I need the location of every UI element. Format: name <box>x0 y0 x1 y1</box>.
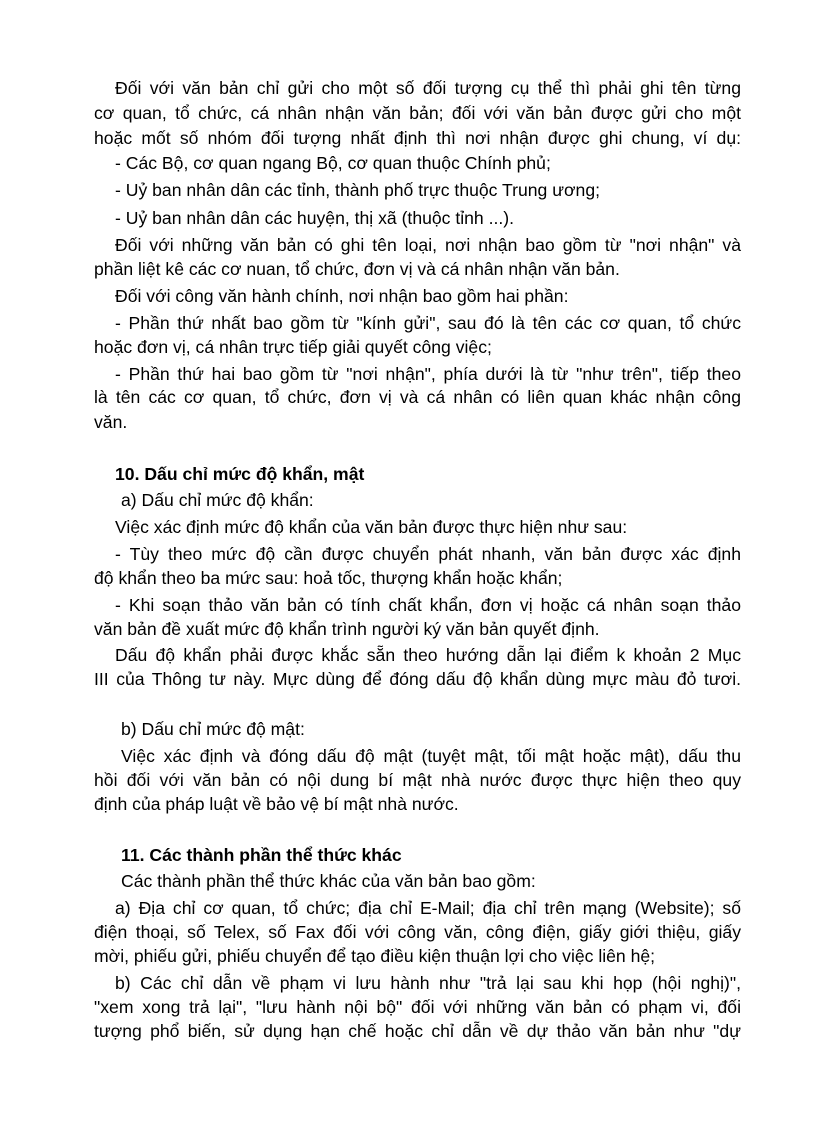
text-line: - Các Bộ, cơ quan ngang Bộ, cơ quan thuộc Chính phủ; <box>115 153 551 173</box>
text-line: - Khi soạn thảo văn bản có tính chất khẩn, đơn vị hoặc cá nhân soạn thảo <box>115 595 741 615</box>
text-line: độ khẩn theo ba mức sau: hoả tốc, thượng khẩn hoặc khẩn; <box>94 568 563 588</box>
text-line: Các thành phần thể thức khác của văn bản bao gồm: <box>121 871 536 891</box>
section-heading: 10. Dấu chỉ mức độ khẩn, mật <box>115 464 365 484</box>
section-heading: 11. Các thành phần thể thức khác <box>121 845 402 865</box>
text-line: b) Các chỉ dẫn về phạm vi lưu hành như "trả lại sau khi họp (hội nghị)", <box>115 973 741 993</box>
text-line: văn. <box>94 412 128 432</box>
text-line: III của Thông tư này. Mực dùng để đóng dấu độ khẩn dùng mực màu đỏ tươi. <box>94 669 741 689</box>
text-line: a) Địa chỉ cơ quan, tổ chức; địa chỉ E-Mail; địa chỉ trên mạng (Website); số <box>115 898 741 918</box>
text-line: - Phần thứ hai bao gồm từ "nơi nhận", phía dưới là từ "như trên", tiếp theo <box>115 364 741 384</box>
text-line: a) Dấu chỉ mức độ khẩn: <box>121 490 314 510</box>
text-line: điện thoại, số Telex, số Fax đối với công văn, công điện, giấy giới thiệu, giấy <box>94 922 741 942</box>
text-line: Đối với văn bản chỉ gửi cho một số đối tượng cụ thể thì phải ghi tên từng <box>115 78 741 98</box>
text-line: Đối với công văn hành chính, nơi nhận bao gồm hai phần: <box>115 286 569 306</box>
text-line: hoặc mốt số nhóm đối tượng nhất định thì nơi nhận được ghi chung, ví dụ: <box>94 128 741 148</box>
text-line: hồi đối với văn bản có nội dung bí mật nhà nước được thực hiện theo quy <box>94 770 741 790</box>
text-line: - Tùy theo mức độ cần được chuyển phát nhanh, văn bản được xác định <box>115 544 741 564</box>
text-line: - Uỷ ban nhân dân các tỉnh, thành phố trực thuộc Trung ương; <box>115 180 601 200</box>
text-line: Việc xác định mức độ khẩn của văn bản được thực hiện như sau: <box>115 517 628 537</box>
text-line: - Uỷ ban nhân dân các huyện, thị xã (thuộc tỉnh ...). <box>115 208 515 228</box>
text-line: Việc xác định và đóng dấu độ mật (tuyệt mật, tối mật hoặc mật), dấu thu <box>121 746 741 766</box>
text-line: Dấu độ khẩn phải được khắc sẵn theo hướng dẫn lại điểm k khoản 2 Mục <box>115 645 741 665</box>
text-line: b) Dấu chỉ mức độ mật: <box>121 719 305 739</box>
text-line: Đối với những văn bản có ghi tên loại, nơi nhận bao gồm từ "nơi nhận" và <box>115 235 741 255</box>
text-line: định của pháp luật về bảo vệ bí mật nhà nước. <box>94 794 459 814</box>
text-line: phần liệt kê các cơ nuan, tổ chức, đơn vị và cá nhân nhận văn bản. <box>94 259 620 279</box>
text-line: văn bản đề xuất mức độ khẩn trình người ký văn bản quyết định. <box>94 619 600 639</box>
text-line: cơ quan, tổ chức, cá nhân nhận văn bản; đối với văn bản được gửi cho một <box>94 103 741 123</box>
text-line: - Phần thứ nhất bao gồm từ "kính gửi", sau đó là tên các cơ quan, tổ chức <box>115 313 741 333</box>
text-line: mời, phiếu gửi, phiếu chuyển để tạo điều kiện thuận lợi cho việc liên hệ; <box>94 946 656 966</box>
text-line: "xem xong trả lại", "lưu hành nội bộ" đối với những văn bản có phạm vi, đối <box>94 997 741 1017</box>
text-line: là tên các cơ quan, tổ chức, đơn vị và cá nhân có liên quan khác nhận công <box>94 387 741 407</box>
text-line: hoặc đơn vị, cá nhân trực tiếp giải quyết công việc; <box>94 337 492 357</box>
text-line: tượng phổ biến, sử dụng hạn chế hoặc chỉ dẫn về dự thảo văn bản như "dự <box>94 1021 741 1041</box>
